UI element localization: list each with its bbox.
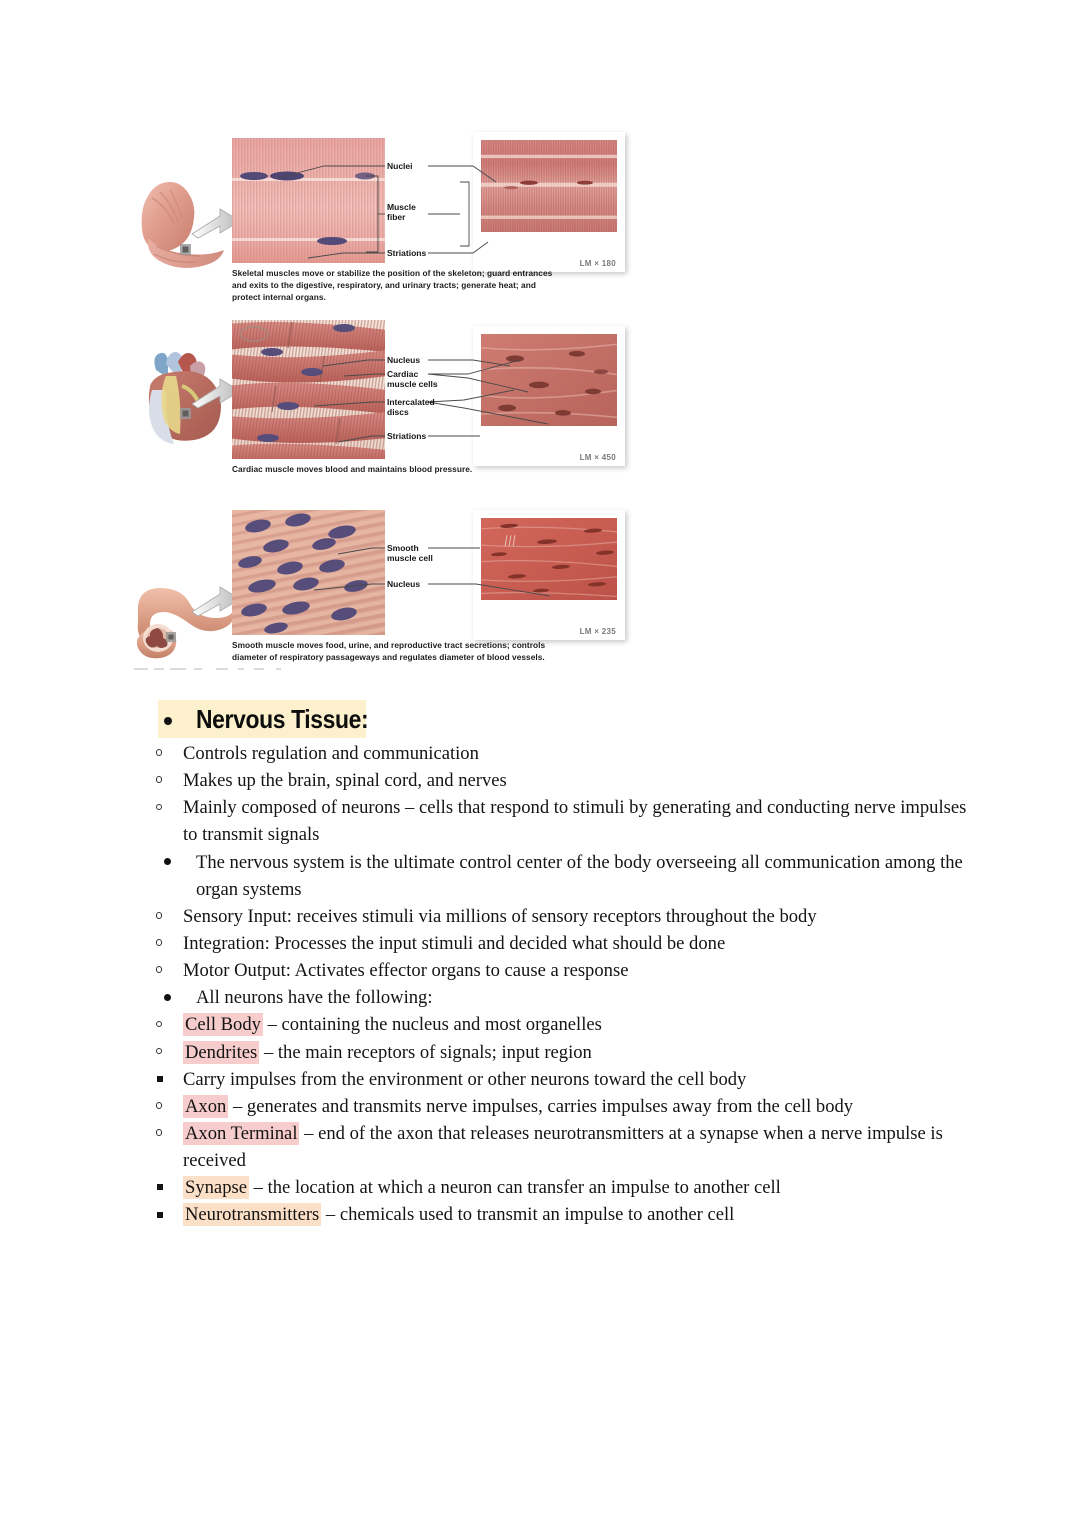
list-item-synapse: [150, 1174, 970, 1201]
term-axon: Axon: [185, 1095, 227, 1117]
list-item: [150, 740, 970, 767]
desc-axon: – generates and transmits nerve impulses, carries impulses away from the cell body: [228, 1095, 854, 1117]
dendrites-sublist: [150, 1066, 970, 1093]
control-center-sublist: [150, 903, 970, 984]
dot-bullet-icon: [164, 858, 171, 865]
magnification-label: LM × 180: [579, 259, 616, 268]
cardiac-muscle-diagram: [232, 320, 385, 459]
list-item-text: Makes up the brain, spinal cord, and nerves: [183, 770, 507, 792]
label-intercalated-line1: Intercalated: [387, 397, 435, 407]
list-item-text: Carry impulses from the environment or other neurons toward the cell body: [183, 1068, 747, 1090]
circle-bullet-icon: [156, 804, 162, 810]
circle-bullet-icon: [156, 1021, 162, 1027]
smooth-muscle-panel: [128, 492, 640, 680]
list-item: [150, 903, 970, 930]
circle-bullet-icon: [156, 912, 162, 918]
magnification-label: LM × 450: [579, 453, 616, 462]
list-item: [150, 984, 970, 1011]
desc-cell-body: – containing the nucleus and most organelles: [262, 1014, 602, 1036]
synapse-sublist: [150, 1174, 970, 1228]
circle-bullet-icon: [156, 1102, 162, 1108]
list-item-dendrites: [150, 1039, 970, 1066]
list-item-axon: [150, 1093, 970, 1120]
notes-outline: [150, 700, 970, 1229]
label-intercalated-line2: discs: [387, 407, 409, 417]
circle-bullet-icon: [156, 939, 162, 945]
desc-synapse: – the location at which a neuron can transfer an impulse to another cell: [248, 1177, 781, 1199]
smooth-caption: Smooth muscle moves food, urine, and reproductive tract secretions; controls diameter of respiratory passageways and regulates diameter of blood vessels.: [232, 640, 546, 662]
list-item: [150, 767, 970, 794]
list-item: [150, 1066, 970, 1093]
list-item-neurotransmitters: [150, 1201, 970, 1228]
cardiac-muscle-micrograph: [473, 326, 625, 466]
list-item-text: The nervous system is the ultimate control center of the body overseeing all communication among the organ systems: [196, 851, 963, 900]
list-item: [150, 849, 970, 903]
skeletal-muscle-panel: [128, 120, 640, 310]
list-item-text: Integration: Processes the input stimuli and decided what should be done: [183, 932, 726, 954]
magnification-label: LM × 235: [579, 627, 616, 636]
all-neurons-list: [150, 984, 970, 1011]
label-cardiac-cells-line2: muscle cells: [387, 379, 438, 389]
neuron-parts-list: [150, 1011, 970, 1065]
term-synapse: Synapse: [185, 1177, 247, 1199]
smooth-muscle-diagram: [232, 510, 385, 635]
desc-axon-terminal: – end of the axon that releases neurotransmitters at a synapse when a nerve impulse is received: [183, 1122, 943, 1172]
list-item-text: Sensory Input: receives stimuli via millions of sensory receptors throughout the body: [183, 905, 817, 927]
circle-bullet-icon: [156, 776, 162, 782]
smooth-muscle-micrograph: [473, 510, 625, 640]
label-cardiac-cells-line1: Cardiac: [387, 369, 419, 379]
control-center-list: [150, 849, 970, 903]
term-neurotransmitters: Neurotransmitters: [185, 1204, 320, 1226]
circle-bullet-icon: [156, 749, 162, 755]
desc-neurotransmitters: – chemicals used to transmit an impulse to another cell: [321, 1204, 735, 1226]
list-item: [150, 930, 970, 957]
nervous-tissue-heading: [150, 700, 970, 738]
cardiac-caption: Cardiac muscle moves blood and maintains blood pressure.: [232, 464, 473, 474]
label-striations: Striations: [387, 248, 427, 258]
scan-artifact-strip: [134, 660, 294, 667]
circle-bullet-icon: [156, 1129, 162, 1135]
label-muscle-fiber-line2: fiber: [387, 212, 406, 222]
label-nucleus: Nucleus: [387, 579, 421, 589]
square-bullet-icon: [157, 1184, 163, 1190]
page-title: Nervous Tissue:: [196, 704, 369, 734]
label-smooth-cell-line2: muscle cell: [387, 553, 433, 563]
label-striations: Striations: [387, 431, 427, 441]
skeletal-muscle-micrograph: [473, 132, 625, 272]
skeletal-caption: Skeletal muscles move or stabilize the position of the skeleton; guard entrances and exits to the digestive, respiratory, and urinary tracts; generate heat; and protect internal organs.: [232, 268, 553, 302]
list-item-text: Mainly composed of neurons – cells that respond to stimuli by generating and conducting nerve impulses to transmit signals: [183, 797, 967, 846]
circle-bullet-icon: [156, 966, 162, 972]
label-muscle-fiber-line1: Muscle: [387, 202, 416, 212]
axon-list: [150, 1093, 970, 1174]
square-bullet-icon: [157, 1212, 163, 1218]
list-item: [150, 957, 970, 984]
list-item-text: Controls regulation and communication: [183, 743, 479, 764]
list-item: [150, 794, 970, 848]
label-smooth-cell-line1: Smooth: [387, 543, 419, 553]
term-axon-terminal: Axon Terminal: [185, 1122, 298, 1144]
nervous-tissue-sublist: [150, 740, 970, 849]
dot-bullet-icon: [164, 994, 171, 1001]
label-nucleus: Nucleus: [387, 355, 421, 365]
bullet-icon: [164, 717, 172, 725]
skeletal-muscle-diagram: [232, 138, 385, 263]
square-bullet-icon: [157, 1076, 163, 1082]
desc-dendrites: – the main receptors of signals; input region: [259, 1041, 592, 1063]
term-cell-body: Cell Body: [185, 1014, 261, 1036]
list-item-text: All neurons have the following:: [196, 987, 433, 1009]
list-item-cell-body: [150, 1011, 970, 1038]
term-dendrites: Dendrites: [185, 1041, 258, 1063]
cardiac-muscle-panel: [128, 318, 640, 490]
muscle-tissue-figure: [128, 120, 640, 680]
label-nuclei: Nuclei: [387, 161, 413, 171]
list-item-text: Motor Output: Activates effector organs to cause a response: [183, 960, 629, 982]
list-item-axon-terminal: [150, 1120, 970, 1174]
circle-bullet-icon: [156, 1048, 162, 1054]
